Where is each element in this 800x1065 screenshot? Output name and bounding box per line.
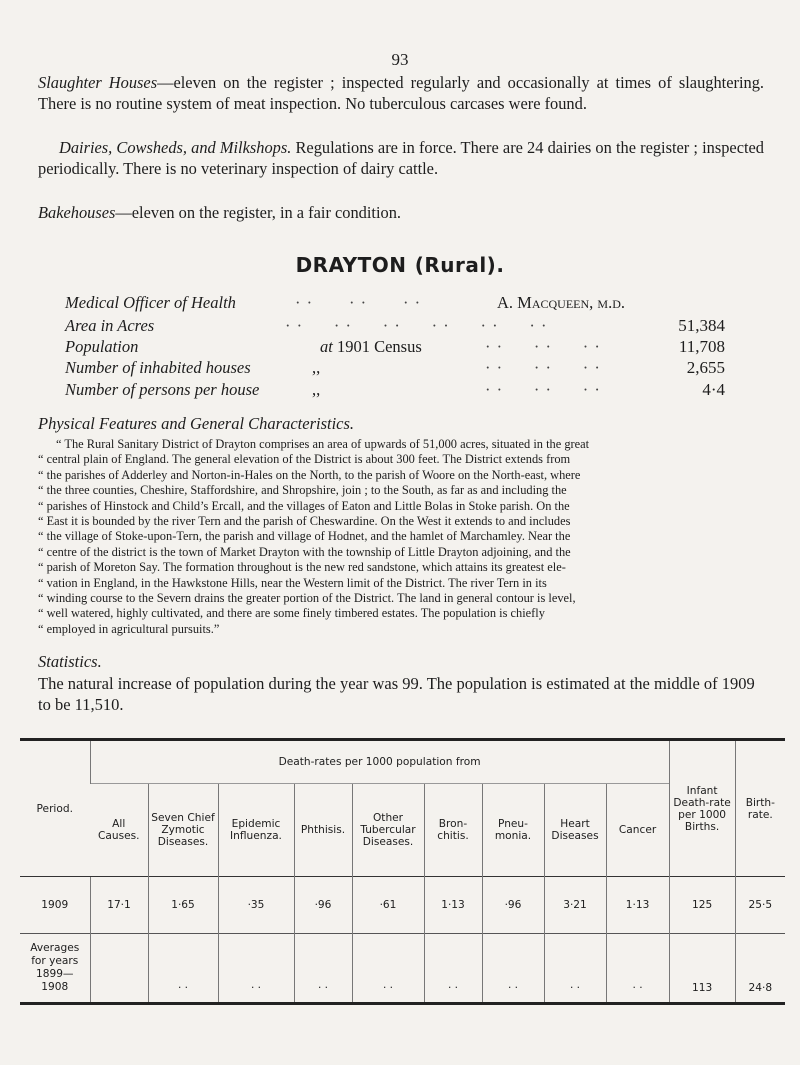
leader-dots: · · · · · · (485, 337, 601, 356)
cell-period: 1909 (20, 877, 90, 934)
col-bronchitis: Bron-chitis. (424, 784, 482, 877)
statistics-title: Statistics. (38, 652, 102, 671)
cell-value: ·96 (294, 877, 352, 934)
quote-line: “ employed in agricultural pursuits.” (38, 621, 220, 636)
cell-value: · · (294, 934, 352, 1004)
period-line: 1908 (41, 981, 69, 993)
cell-infant: 125 (669, 877, 735, 934)
table-row (20, 877, 785, 934)
cell-value: ·61 (352, 877, 424, 934)
persons-row (65, 379, 725, 400)
slaughter-houses-paragraph (38, 72, 764, 114)
slaughter-houses-text: —eleven on the register ; inspected regularly and occasionally at times of slaughtering. There is no routine system of meat inspection. No tuberculous carcases were found. (38, 73, 764, 113)
period-line: 1899— (35, 968, 74, 980)
cell-value: · · (544, 934, 606, 1004)
houses-ditto: ,, (312, 358, 321, 377)
population-census (320, 336, 422, 357)
leader-dots: · · · · · · (295, 293, 422, 312)
cell-infant: 113 (669, 934, 735, 1004)
col-phthisis: Phthisis. (294, 784, 352, 877)
cell-value: · · (148, 934, 218, 1004)
persons-label: Number of persons per house (65, 380, 260, 399)
district-heading (0, 253, 800, 278)
slaughter-houses-heading: Slaughter Houses (38, 73, 158, 92)
cell-value: 1·65 (148, 877, 218, 934)
table-header-group-row (20, 740, 785, 784)
quote-line: “ The Rural Sanitary District of Drayton comprises an area of upwards of 51,000 acres, situated in the great (56, 437, 590, 451)
quote-line: “ central plain of England. The general elevation of the District is about 300 feet. The District extends from (38, 452, 571, 467)
bakehouses-heading: Bakehouses (38, 203, 116, 222)
col-birth-rate: Birth-rate. (735, 740, 785, 877)
cell-period (20, 934, 90, 1004)
cell-value: ·96 (482, 877, 544, 934)
quote-line: “ the parishes of Adderley and Norton-in-Hales on the North, to the parish of Woore on the North-east, where (38, 467, 581, 482)
houses-value: 2,655 (686, 358, 725, 377)
population-row (65, 336, 725, 357)
page-number: 93 (391, 50, 409, 69)
quote-line: “ the three counties, Cheshire, Staffordshire, and Shropshire, join ; to the South, as far as and including the (38, 483, 567, 498)
leader-dots: · · · · · · · · · · · · (285, 316, 548, 335)
cell-birth: 25·5 (735, 877, 785, 934)
dairies-heading: Dairies, Cowsheds, and Milkshops. (59, 138, 292, 157)
area-value: 51,384 (678, 316, 725, 335)
quote-line: “ centre of the district is the town of Market Drayton with the township of Little Drayton adjoining, and the (38, 544, 571, 559)
dairies-text: Regulations are in force. There are 24 dairies on the register ; inspected periodically. There is no veterinary inspection of dairy cattle. (38, 138, 764, 178)
quote-line: “ the village of Stoke-upon-Tern, the parish and village of Hodnet, and the hamlet of Marchamley. Near the (38, 529, 571, 544)
cell-value: · · (352, 934, 424, 1004)
quote-line: “ East it is bounded by the river Tern and the parish of Cheswardine. On the West it extends to and includes (38, 514, 571, 529)
statistics-text: The natural increase of population during the year was 99. The population is estimated at the middle of 1909 to be 11,510. (38, 674, 755, 714)
cell-birth: 24·8 (735, 934, 785, 1004)
col-zymotic: Seven Chief Zymotic Diseases. (148, 784, 218, 877)
officer-name: A. Macqueen, m.d. (497, 293, 626, 312)
cell-value: · · (482, 934, 544, 1004)
period-line: Averages (30, 942, 80, 954)
cell-value: 3·21 (544, 877, 606, 934)
col-cancer: Cancer (606, 784, 669, 877)
houses-label: Number of inhabited houses (65, 358, 251, 377)
population-label: Population (65, 337, 139, 356)
death-rates-table (20, 738, 785, 1005)
leader-dots: · · · · · · (485, 380, 601, 399)
quote-line: “ parish of Moreton Say. The formation throughout is the new red sandstone, which attains its greatest ele- (38, 560, 566, 575)
col-infant-death-rate: Infant Death-rate per 1000 Births. (669, 740, 735, 877)
persons-value: 4·4 (702, 380, 725, 399)
col-other-tubercular: Other Tubercular Diseases. (352, 784, 424, 877)
col-pneumonia: Pneu-monia. (482, 784, 544, 877)
physical-features-quote (38, 437, 768, 637)
bakehouses-paragraph (38, 202, 764, 223)
area-label: Area in Acres (65, 316, 155, 335)
quote-line: “ vation in England, in the Hawkstone Hills, near the Western limit of the District. The river Tern in its (38, 575, 547, 590)
cell-value: 17·1 (90, 877, 148, 934)
col-period: Period. (20, 740, 90, 877)
houses-row (65, 357, 725, 378)
col-heart-diseases: Heart Diseases (544, 784, 606, 877)
dairies-paragraph (38, 137, 764, 179)
physical-features-title: Physical Features and General Characteristics. (38, 414, 355, 433)
district-qualifier: (Rural). (414, 253, 505, 277)
cell-value: · · (424, 934, 482, 1004)
cell-value: · · (606, 934, 669, 1004)
persons-ditto: ,, (312, 380, 321, 399)
area-row (65, 315, 725, 336)
cell-value: · · (218, 934, 294, 1004)
officer-row (65, 292, 725, 313)
quote-line: “ well watered, highly cultivated, and there are some finely timbered estates. The population is chiefly (38, 606, 545, 621)
population-year: 1901 Census (336, 337, 422, 356)
col-all-causes: All Causes. (90, 784, 148, 877)
population-at: at (320, 337, 333, 356)
col-influenza: Epidemic Influenza. (218, 784, 294, 877)
cell-value: 1·13 (606, 877, 669, 934)
leader-dots: · · · · · · (485, 358, 601, 377)
cell-value: 1·13 (424, 877, 482, 934)
cell-value (90, 934, 148, 1004)
col-group-death-rates: Death-rates per 1000 population from (90, 740, 669, 784)
period-line: for years (31, 955, 79, 967)
officer-label: Medical Officer of Health (65, 293, 236, 312)
quote-line: “ winding course to the Severn drains the greater portion of the District. The land in general contour is level, (38, 591, 576, 606)
cell-value: ·35 (218, 877, 294, 934)
bakehouses-text: —eleven on the register, in a fair condition. (115, 203, 402, 222)
district-name: DRAYTON (295, 253, 407, 277)
quote-line: “ parishes of Hinstock and Child’s Ercall, and the villages of Eaton and Little Bolas in Stoke parish. On the (38, 498, 570, 513)
table-row (20, 934, 785, 1004)
population-value: 11,708 (678, 337, 725, 356)
